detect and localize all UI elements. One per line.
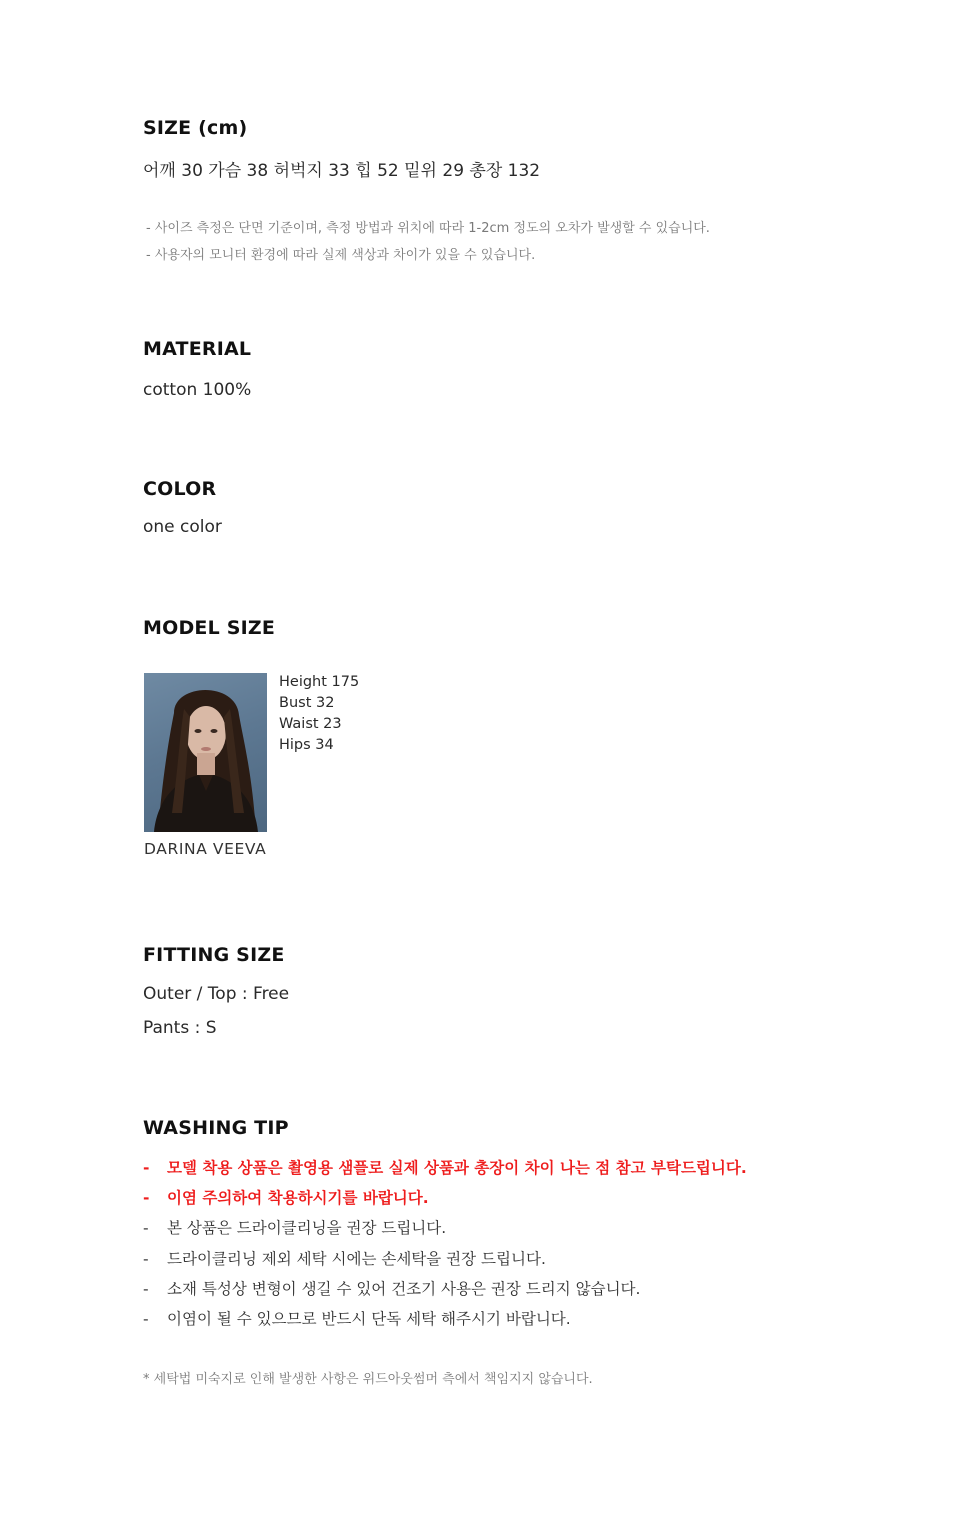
fitting-size-title: FITTING SIZE [143,944,285,966]
tip-dash: - [143,1189,150,1207]
washing-tip-item [143,1156,747,1178]
tip-dash: - [143,1250,149,1268]
tip-dash: - [143,1310,149,1328]
tip-dash: - [143,1280,149,1298]
washing-tip-title: WASHING TIP [143,1117,289,1139]
size-note-1: - 사이즈 측정은 단면 기준이며, 측정 방법과 위치에 따라 1-2cm 정도의 오차가 발생할 수 있습니다. [146,221,710,236]
fitting-outer-top: Outer / Top : Free [143,984,290,1004]
tip-text: 드라이클리닝 제외 세탁 시에는 손세탁을 권장 드립니다. [167,1250,546,1268]
size-title: SIZE (cm) [143,117,248,139]
model-hips: Hips 34 [279,737,334,753]
model-photo [144,673,267,832]
size-measurements: 어깨 30 가슴 38 허벅지 33 힙 52 밑위 29 총장 132 [143,161,541,181]
washing-tip-item [143,1216,446,1238]
model-waist: Waist 23 [279,716,342,732]
model-stats [279,672,359,756]
washing-footnote: * 세탁법 미숙지로 인해 발생한 사항은 위드아웃썸머 측에서 책임지지 않습니다. [143,1372,593,1387]
tip-text: 소재 특성상 변형이 생길 수 있어 건조기 사용은 권장 드리지 않습니다. [167,1280,641,1298]
tip-text: 모델 착용 상품은 촬영용 샘플로 실제 상품과 총장이 차이 나는 점 참고 부탁드립니다. [167,1159,747,1177]
fitting-pants: Pants : S [143,1018,217,1038]
tip-text: 이염이 될 수 있으므로 반드시 단독 세탁 해주시기 바랍니다. [167,1310,571,1328]
color-value: one color [143,517,222,537]
washing-tip-item [143,1307,571,1329]
model-bust: Bust 32 [279,695,335,711]
washing-tip-item [143,1247,546,1269]
tip-dash: - [143,1219,149,1237]
material-value: cotton 100% [143,380,252,400]
washing-tip-item [143,1186,429,1208]
size-note-2: - 사용자의 모니터 환경에 따라 실제 색상과 차이가 있을 수 있습니다. [146,248,536,263]
model-size-title: MODEL SIZE [143,617,276,639]
tip-text: 본 상품은 드라이클리닝을 권장 드립니다. [167,1219,447,1237]
color-title: COLOR [143,478,217,500]
model-height: Height 175 [279,674,360,690]
washing-tip-item [143,1277,640,1299]
tip-text: 이염 주의하여 착용하시기를 바랍니다. [167,1189,429,1207]
material-title: MATERIAL [143,338,252,360]
tip-dash: - [143,1159,150,1177]
model-name: DARINA VEEVA [144,840,267,858]
